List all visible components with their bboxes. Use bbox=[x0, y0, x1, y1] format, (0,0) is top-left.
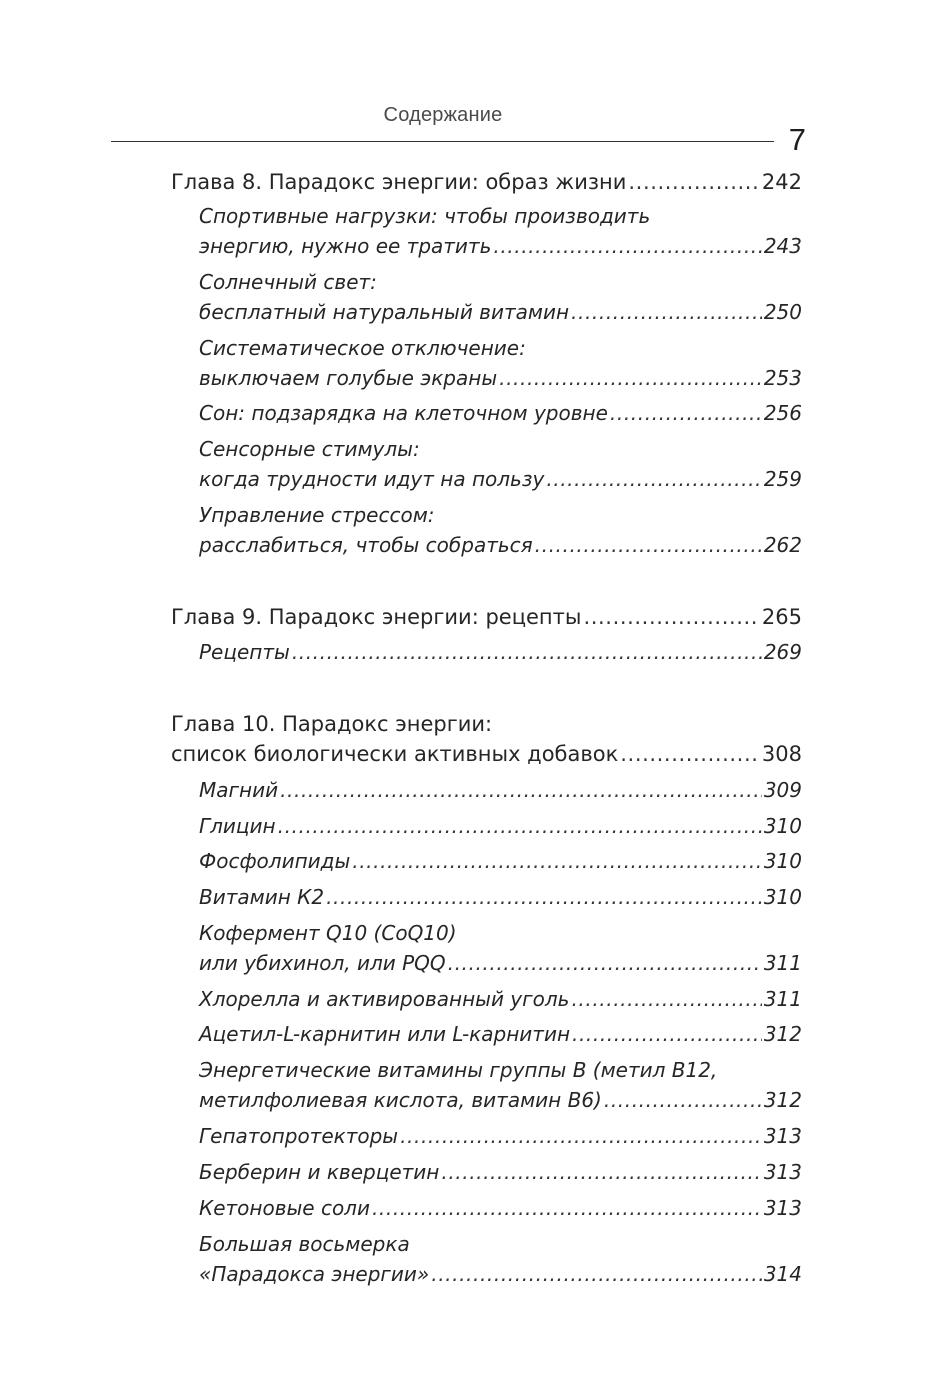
toc-entry-title: Глицин bbox=[199, 814, 276, 838]
toc-page-number: 312 bbox=[763, 1088, 802, 1112]
toc-entry-title: энергию, нужно ее тратить bbox=[199, 234, 492, 258]
toc-section-line bbox=[199, 362, 802, 394]
toc-section-line bbox=[199, 463, 802, 495]
toc-entry-title: Магний bbox=[199, 778, 279, 802]
toc-page-number: 269 bbox=[763, 640, 802, 664]
toc-entry-title: Систематическое отключение: bbox=[199, 336, 526, 360]
toc-section-line bbox=[199, 917, 802, 949]
toc-page-number: 250 bbox=[763, 300, 802, 324]
toc-section-line bbox=[199, 1054, 802, 1086]
toc-page-number: 309 bbox=[763, 778, 802, 802]
toc-section-line bbox=[199, 266, 802, 298]
toc-entry-title: Сенсорные стимулы: bbox=[199, 437, 420, 461]
toc-entry-title: Большая восьмерка bbox=[199, 1232, 410, 1256]
dot-leader bbox=[448, 947, 762, 979]
dot-leader bbox=[352, 845, 762, 877]
toc-entry-title: Фосфолипиды bbox=[199, 849, 351, 873]
dot-leader bbox=[604, 1084, 762, 1116]
toc-section-line bbox=[199, 1120, 802, 1152]
toc-page-number: 310 bbox=[763, 885, 802, 909]
toc-chapter-line bbox=[171, 166, 802, 198]
toc-entry-title: бесплатный натуральный витамин bbox=[199, 300, 570, 324]
toc-section-line bbox=[199, 983, 802, 1015]
toc-entry-title: выключаем голубые экраны bbox=[199, 366, 498, 390]
toc-section-line bbox=[199, 433, 802, 465]
toc-section-line bbox=[199, 296, 802, 328]
toc-chapter-line bbox=[171, 738, 802, 770]
dot-leader bbox=[372, 1192, 762, 1224]
dot-leader bbox=[441, 1156, 761, 1188]
toc-entry-title: или убихинол, или PQQ bbox=[199, 951, 446, 975]
toc-page-number: 262 bbox=[763, 533, 802, 557]
toc-section-line bbox=[199, 230, 802, 262]
toc-entry-title: Хлорелла и активированный уголь bbox=[199, 987, 570, 1011]
toc-entry-title: Глава 8. Парадокс энергии: образ жизни bbox=[171, 170, 627, 194]
toc-section-line bbox=[199, 810, 802, 842]
toc-page-number: 310 bbox=[763, 849, 802, 873]
dot-leader bbox=[535, 529, 762, 561]
toc-entry-title: Гепатопротекторы bbox=[199, 1124, 399, 1148]
toc-page-number: 308 bbox=[761, 742, 802, 766]
toc-entry-title: Глава 10. Парадокс энергии: bbox=[171, 712, 493, 736]
toc-entry-title: список биологически активных добавок bbox=[171, 742, 619, 766]
toc-page-number: 265 bbox=[761, 605, 802, 629]
toc-entry-title: Глава 9. Парадокс энергии: рецепты bbox=[171, 605, 582, 629]
toc-chapter-line bbox=[171, 601, 802, 633]
toc-entry-title: Энергетические витамины группы В (метил В12, bbox=[199, 1058, 718, 1082]
dot-leader bbox=[499, 362, 762, 394]
toc-section-line bbox=[199, 499, 802, 531]
toc-entry-title: Солнечный свет: bbox=[199, 270, 377, 294]
toc-entry-title: Управление стрессом: bbox=[199, 503, 435, 527]
toc-page-number: 242 bbox=[761, 170, 802, 194]
toc-entry-title: расслабиться, чтобы собраться bbox=[199, 533, 533, 557]
toc-section-line bbox=[199, 1018, 802, 1050]
toc-page-number: 311 bbox=[763, 951, 802, 975]
toc-entry-title: когда трудности идут на пользу bbox=[199, 467, 545, 491]
dot-leader bbox=[431, 1258, 762, 1290]
toc-section-line bbox=[199, 947, 802, 979]
dot-leader bbox=[628, 166, 760, 198]
toc-entry-title: Сон: подзарядка на клеточном уровне bbox=[199, 401, 608, 425]
dot-leader bbox=[620, 738, 760, 770]
toc-section-line bbox=[199, 332, 802, 364]
dot-leader bbox=[326, 881, 762, 913]
toc-section-line bbox=[199, 636, 802, 668]
dot-leader bbox=[571, 983, 761, 1015]
toc-entry-title: метилфолиевая кислота, витамин В6) bbox=[199, 1088, 602, 1112]
toc-section-line bbox=[199, 1258, 802, 1290]
toc-page-number: 313 bbox=[763, 1196, 802, 1220]
toc-page-number: 314 bbox=[763, 1262, 802, 1286]
dot-leader bbox=[280, 774, 762, 806]
dot-leader bbox=[400, 1120, 762, 1152]
toc-entry-title: «Парадокса энергии» bbox=[199, 1262, 430, 1286]
page-number: 7 bbox=[788, 122, 806, 157]
toc-section-line bbox=[199, 774, 802, 806]
toc-section-line bbox=[199, 1228, 802, 1260]
toc-entry-title: Ацетил-L-карнитин или L-карнитин bbox=[199, 1022, 571, 1046]
dot-leader bbox=[546, 463, 762, 495]
dot-leader bbox=[571, 296, 762, 328]
toc-section-line bbox=[199, 1192, 802, 1224]
toc-section-line bbox=[199, 881, 802, 913]
dot-leader bbox=[610, 397, 762, 429]
toc-page-number: 313 bbox=[763, 1124, 802, 1148]
toc-page-number: 259 bbox=[763, 467, 802, 491]
toc-entry-title: Берберин и кверцетин bbox=[199, 1160, 440, 1184]
toc-page-number: 310 bbox=[763, 814, 802, 838]
dot-leader bbox=[572, 1018, 762, 1050]
dot-leader bbox=[278, 810, 762, 842]
toc-entry-title: Витамин К2 bbox=[199, 885, 325, 909]
dot-leader bbox=[292, 636, 762, 668]
toc-section-line bbox=[199, 845, 802, 877]
toc-section-line bbox=[199, 1084, 802, 1116]
toc-section-line bbox=[199, 1156, 802, 1188]
toc-page-number: 243 bbox=[763, 234, 802, 258]
toc-page-number: 313 bbox=[763, 1160, 802, 1184]
running-title: Содержание bbox=[383, 104, 503, 126]
toc-page-number: 311 bbox=[763, 987, 802, 1011]
toc-chapter-line bbox=[171, 708, 802, 740]
dot-leader bbox=[583, 601, 759, 633]
toc-section-line bbox=[199, 200, 802, 232]
dot-leader bbox=[493, 230, 761, 262]
toc-entry-title: Кетоновые соли bbox=[199, 1196, 370, 1220]
toc-page-number: 312 bbox=[763, 1022, 802, 1046]
toc-page-number: 253 bbox=[763, 366, 802, 390]
toc-entry-title: Рецепты bbox=[199, 640, 290, 664]
toc-page-number: 256 bbox=[763, 401, 802, 425]
toc-entry-title: Спортивные нагрузки: чтобы производить bbox=[199, 204, 651, 228]
toc-entry-title: Кофермент Q10 (CoQ10) bbox=[199, 921, 457, 945]
toc-section-line bbox=[199, 397, 802, 429]
toc-section-line bbox=[199, 529, 802, 561]
